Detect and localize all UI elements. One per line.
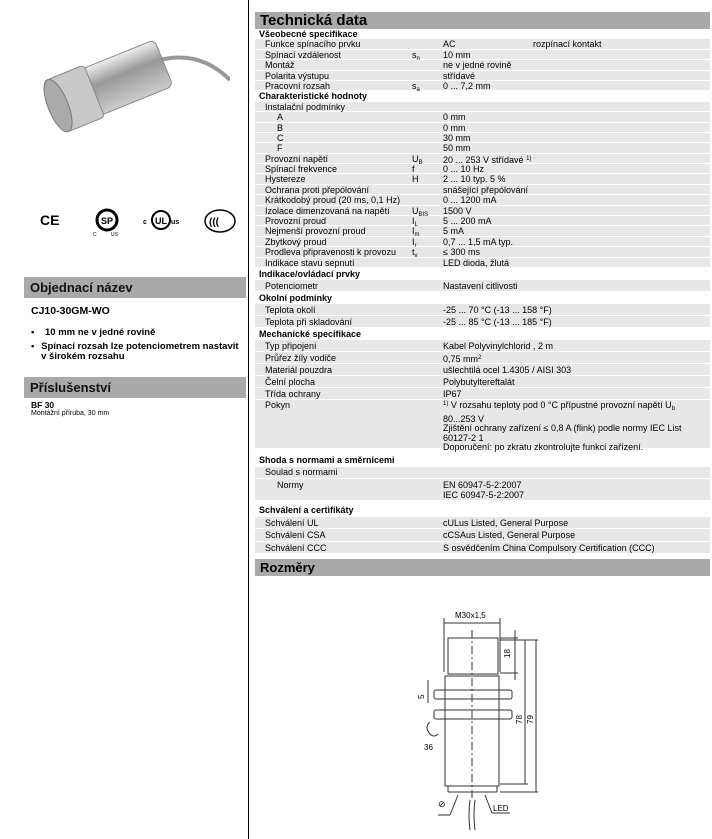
row-value: 0 mm: [443, 112, 466, 123]
accessories-heading: Příslušenství: [24, 377, 246, 398]
standard-value: IEC 60947-5-2:2007: [443, 489, 525, 500]
row-label: F: [277, 143, 283, 154]
row-symbol: [412, 60, 443, 69]
svg-text:UL: UL: [155, 216, 167, 226]
row-label: Materiál pouzdra: [265, 364, 333, 375]
row-value: ne v jedné rovině: [443, 60, 512, 71]
row-symbol: [412, 376, 443, 387]
dimensions-title: Rozměry: [255, 559, 710, 576]
row-label: Teplota při skladování: [265, 316, 353, 327]
row-label: Izolace dimenzovaná na napětí: [265, 205, 390, 216]
row-symbol: [412, 185, 443, 194]
spec-row: [255, 237, 710, 247]
row-label: Schválení CCC: [265, 542, 327, 553]
row-label: Průřez žíly vodiče: [265, 352, 337, 363]
row-symbol: [412, 258, 443, 267]
spec-row: [255, 206, 710, 216]
row-value: 0 ... 10 Hz: [443, 164, 485, 175]
row-value: ušlechtilá ocel 1.4305 / AISI 303: [443, 364, 572, 375]
tech-title: Technická data: [255, 12, 710, 29]
dim-18: 18: [503, 649, 512, 658]
dimension-drawing: [400, 600, 560, 839]
dim-5: 5: [417, 694, 426, 699]
feature-item: • 10 mm ne v jedné rovině: [31, 327, 156, 338]
row-label: Spínací frekvence: [265, 164, 338, 175]
row-symbol: $I_m$: [412, 226, 420, 239]
row-symbol: [412, 352, 443, 363]
feature-text: Spínací rozsah lze potenciometrem nastavit v širokém rozsahu: [41, 341, 239, 362]
spec-row: [255, 280, 710, 292]
row-value: 10 mm: [443, 49, 471, 60]
row-value: cULus Listed, General Purpose: [443, 517, 569, 528]
section-header: Charakteristické hodnoty: [255, 91, 710, 101]
row-label: Čelní plocha: [265, 376, 316, 387]
row-symbol: [412, 71, 443, 80]
row-symbol: [412, 280, 443, 291]
spec-row: [255, 50, 710, 60]
svg-text:(((: (((: [209, 217, 219, 228]
row-symbol: [412, 102, 443, 111]
row-label: C: [277, 132, 284, 143]
row-label: Provozní proud: [265, 216, 327, 227]
row-symbol: [412, 143, 443, 152]
row-label: Teplota okolí: [265, 304, 316, 315]
spec-row: [255, 247, 710, 260]
row-label: Instalační podmínky: [265, 101, 346, 112]
row-symbol: $s_n$: [412, 49, 420, 62]
row-value: 0 mm: [443, 122, 466, 133]
row-label: Pokyn: [265, 399, 291, 410]
row-value: 2 ... 10 typ. 5 %: [443, 174, 506, 185]
section-approvals: Schválení a certifikáty: [255, 505, 710, 517]
row-symbol: $U_{BIS}$: [412, 205, 429, 218]
row-symbol: $s_a$: [412, 80, 420, 93]
spec-row: [255, 226, 710, 239]
spec-row: [255, 39, 710, 49]
row-value: 30 mm: [443, 132, 471, 143]
model-name: CJ10-30GM-WO: [31, 305, 110, 317]
approval-row: [255, 529, 710, 542]
row-value: 0 ... 7,2 mm: [443, 80, 491, 91]
row-label: B: [277, 122, 284, 133]
row-label: Prodleva připravenosti k provozu: [265, 247, 397, 258]
row-value: 50 mm: [443, 143, 471, 154]
svg-text:C: C: [93, 232, 97, 236]
svg-text:us: us: [171, 219, 180, 226]
sensor-photo: [20, 20, 230, 160]
row-value: -25 ... 85 °C (-13 ... 185 °F): [443, 316, 552, 327]
row-value: 1500 V: [443, 205, 472, 216]
row-label: Montáž: [265, 60, 295, 71]
row-label: Normy: [277, 479, 304, 490]
dim-78: 78: [515, 715, 524, 724]
row-symbol: [412, 316, 443, 327]
spec-row: [255, 340, 710, 352]
spec-row: [255, 174, 710, 184]
row-label: Potenciometr: [265, 280, 319, 291]
spec-row: [255, 376, 710, 388]
row-label: Typ připojení: [265, 340, 317, 351]
ul-logo: [143, 208, 187, 234]
row-label: Pracovní rozsah: [265, 80, 331, 91]
approvals-rows: [255, 517, 710, 555]
section-header: Mechanické specifikace: [255, 328, 710, 340]
row-value: 0,75 $mm^2$: [443, 353, 482, 364]
row-symbol: $I_r$: [412, 236, 417, 249]
row-symbol: f: [412, 164, 415, 175]
row-symbol: [412, 340, 443, 351]
spec-row: [255, 479, 710, 501]
row-symbol: [412, 388, 443, 399]
spec-row: [255, 216, 710, 229]
row-symbol: [412, 364, 443, 375]
spec-row: [255, 195, 710, 205]
row-symbol: [412, 112, 443, 121]
row-value: Kabel Polyvinylchlorid , 2 m: [443, 340, 554, 351]
row-value: -25 ... 70 °C (-13 ... 158 °F): [443, 304, 552, 315]
column-divider: [248, 0, 249, 839]
row-symbol: $U_B$: [412, 153, 423, 166]
approval-row: [255, 542, 710, 555]
feature-list: [31, 328, 246, 362]
row-value: IP67: [443, 388, 462, 399]
row-symbol: [412, 133, 443, 142]
row-symbol: $t_v$: [412, 247, 418, 260]
spec-row: [255, 102, 710, 112]
ccc-logo: [203, 208, 237, 234]
row-value: 0,7 ... 1,5 mA typ.: [443, 236, 514, 247]
row-value: snášející přepólování: [443, 184, 529, 195]
wrench-size: 36: [424, 743, 433, 752]
spec-row: [255, 364, 710, 376]
row-label: A: [277, 112, 284, 123]
row-value: 5 ... 200 mA: [443, 216, 492, 227]
row-label: Spínací vzdálenost: [265, 49, 342, 60]
row-label: Funkce spínacího prvku: [265, 39, 361, 50]
spec-row: [255, 258, 710, 268]
feature-text: 10 mm ne v jedné rovině: [45, 327, 156, 338]
section-header: Indikace/ovládací prvky: [255, 268, 710, 280]
row-label: Polarita výstupu: [265, 70, 330, 81]
row-symbol: [412, 304, 443, 315]
standard-value: EN 60947-5-2:2007: [443, 479, 522, 490]
feature-item: • Spínací rozsah lze potenciometrem nastavit v širokém rozsahu: [31, 342, 246, 362]
spec-row: [255, 352, 710, 364]
section-standards: Shoda s normami a směrnicemi: [255, 455, 710, 467]
accessory-desc: Montážní příruba, 30 mm: [31, 410, 110, 417]
row-symbol: H: [412, 174, 419, 185]
row-value: S osvědčením China Compulsory Certification (CCC): [443, 542, 655, 553]
row-label: Ochrana proti přepólování: [265, 184, 370, 195]
row-value: LED dioda, žlutá: [443, 257, 510, 268]
spec-row: [255, 133, 710, 143]
row-label: Soulad s normami: [265, 466, 338, 477]
svg-text:US: US: [111, 232, 118, 236]
spec-row: [255, 388, 710, 400]
row-label: Schválení UL: [265, 517, 319, 528]
spec-row: [255, 316, 710, 328]
row-value: střídavé: [443, 70, 476, 81]
row-value: AC: [443, 39, 456, 50]
dim-79: 79: [526, 715, 535, 724]
spec-row: [255, 71, 710, 81]
note-text: $^{1)}$ V rozsahu teploty pod 0 °C přípustné provozní napětí $U_b$ 80...253 V Zjištění ochrany zařízení ≤ 0,8 A (flink) podle normy IEC List 60127-2 1 Doporučení: po zkratu zkontrolujte funkci zařízení.: [443, 399, 682, 453]
spec-row: [255, 60, 710, 70]
spec-row: [255, 81, 710, 91]
row-symbol: [412, 123, 443, 132]
row-value-2: rozpínací kontakt: [533, 39, 602, 50]
row-value: Polybutyltereftalát: [443, 376, 515, 387]
row-value: ≤ 300 ms: [443, 247, 480, 258]
spec-row: [255, 304, 710, 316]
row-label: Nejmenší provozní proud: [265, 226, 366, 237]
spec-row: [255, 143, 710, 153]
row-label: Krátkodobý proud (20 ms, 0,1 Hz): [265, 195, 401, 206]
svg-text:SP: SP: [101, 216, 114, 226]
certification-logos: [40, 208, 240, 238]
row-label: Třída ochrany: [265, 388, 321, 399]
spec-row: [255, 185, 710, 195]
spec-row: [255, 123, 710, 133]
spec-row: [255, 154, 710, 164]
ce-logo: CE: [40, 212, 60, 228]
accessory-name: BF 30: [31, 400, 55, 410]
spec-row: [255, 112, 710, 122]
section-header: Okolní podmínky: [255, 292, 710, 304]
row-label: Provozní napětí: [265, 153, 329, 164]
row-value: 5 mA: [443, 226, 465, 237]
spec-sections: [255, 29, 710, 400]
note-row: [255, 399, 710, 453]
row-value: cCSAus Listed, General Purpose: [443, 530, 576, 541]
spec-row: [255, 164, 710, 174]
section-header: Všeobecné specifikace: [255, 29, 710, 39]
row-symbol: [412, 39, 443, 48]
svg-text:c: c: [143, 219, 147, 226]
potentiometer-icon: ⊘: [438, 799, 446, 809]
row-symbol: [412, 195, 443, 204]
order-heading: Objednací název: [24, 277, 246, 298]
row-label: Schválení CSA: [265, 530, 326, 541]
thread-label: M30x1,5: [455, 611, 486, 620]
csa-logo: [93, 208, 121, 236]
row-label: Indikace stavu sepnutí: [265, 257, 355, 268]
row-value: 20 ... 253 V střídavé $^{1)}$: [443, 154, 532, 165]
spec-row: [255, 467, 710, 479]
row-label: Zbytkový proud: [265, 236, 327, 247]
row-symbol: $I_L$: [412, 216, 418, 229]
row-label: Hystereze: [265, 174, 306, 185]
approval-row: [255, 517, 710, 530]
row-value: Nastavení citlivosti: [443, 280, 518, 291]
row-value: [443, 102, 710, 111]
led-label: LED: [493, 804, 509, 813]
technical-data: [255, 12, 710, 576]
row-value: 0 ... 1200 mA: [443, 195, 497, 206]
